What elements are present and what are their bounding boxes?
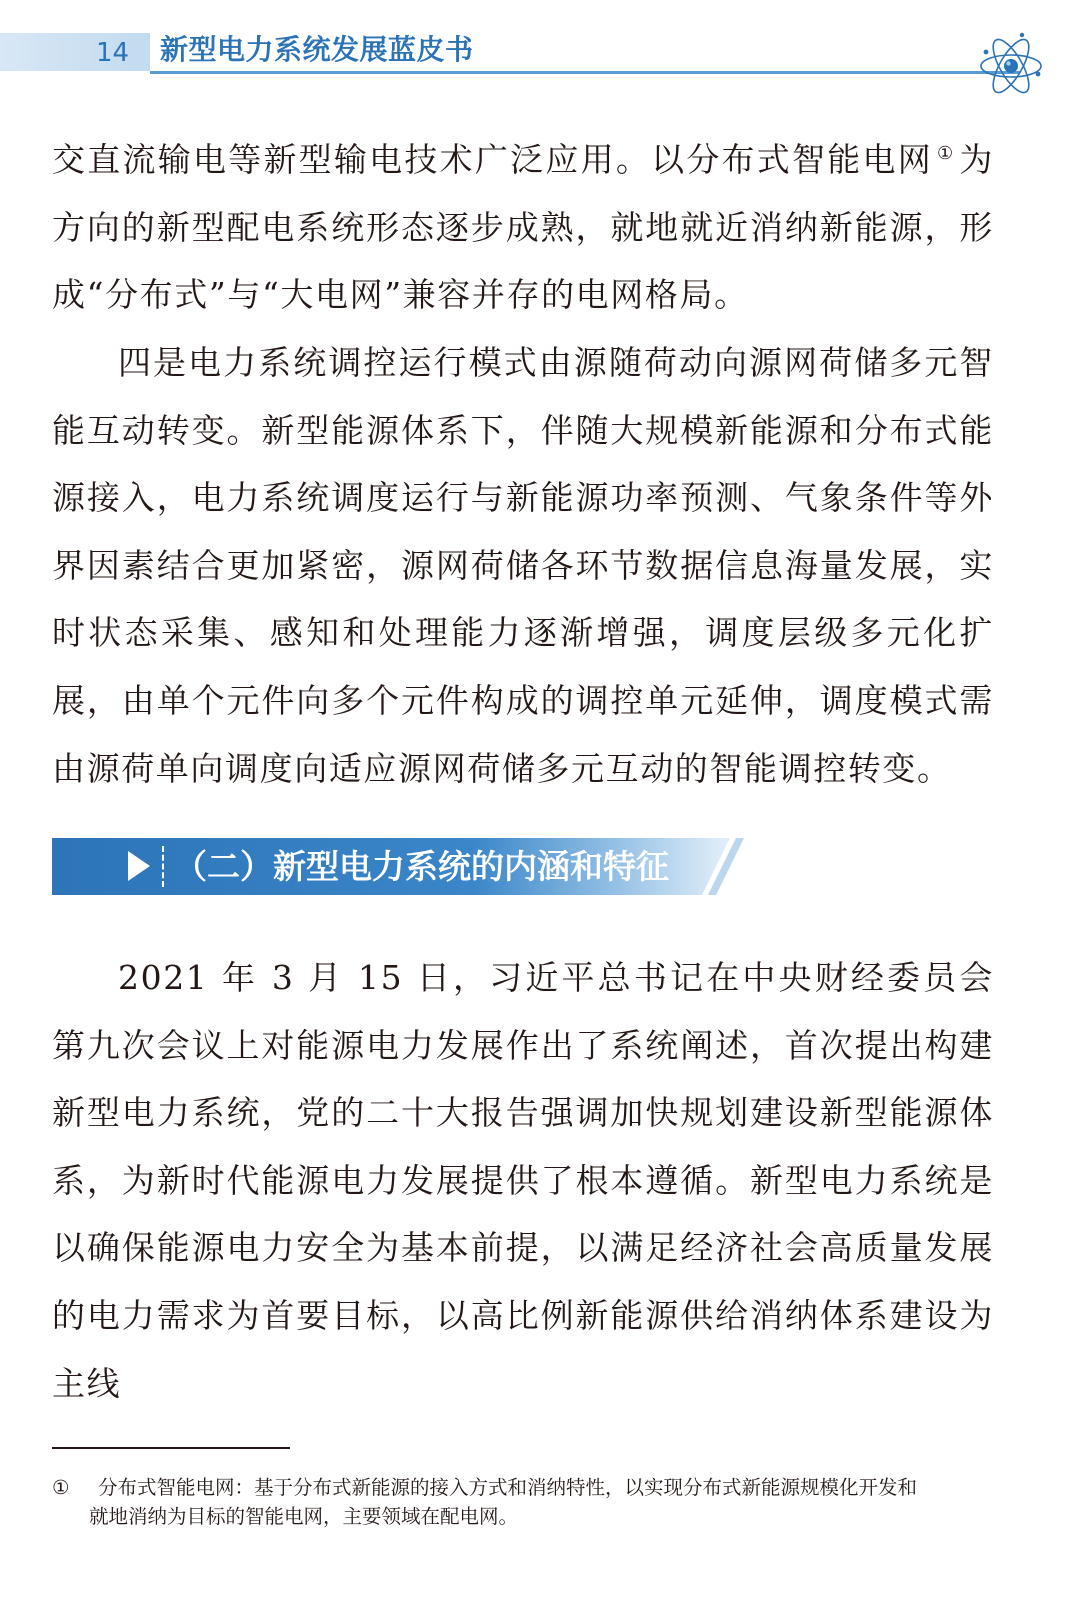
paragraph-1-text-b: 为方向的新型配电系统形态逐步成熟，就地就近消纳新能源，形成“分布式”与“大电网”兼容并存的电网格局。 bbox=[52, 140, 995, 315]
footnote-line-2: 就地消纳为目标的智能电网，主要领域在配电网。 bbox=[89, 1505, 519, 1528]
paragraph-1 bbox=[52, 126, 994, 329]
paragraph-1-text-a: 交直流输电等新型输电技术广泛应用。以分布式智能电网 bbox=[52, 140, 934, 179]
atom-icon bbox=[978, 28, 1044, 100]
play-arrow-icon bbox=[128, 851, 150, 881]
footnote-line-1: 分布式智能电网：基于分布式新能源的接入方式和消纳特性，以实现分布式新能源规模化开发和 bbox=[98, 1476, 918, 1499]
footnote-mark: ① bbox=[52, 1476, 70, 1499]
footnote-rule bbox=[52, 1447, 290, 1449]
section-heading-banner bbox=[52, 838, 752, 895]
header-rule bbox=[150, 71, 1020, 74]
footnote bbox=[52, 1473, 994, 1531]
page-number: 14 bbox=[96, 38, 130, 68]
paragraph-3: 2021 年 3 月 15 日，习近平总书记在中央财经委员会第九次会议上对能源电力发展作出了系统阐述，首次提出构建新型电力系统，党的二十大报告强调加快规划建设新型能源体系，为新时代能源电力发展提供了根本遵循。新型电力系统是以确保能源电力安全为基本前提，以满足经济社会高质量发展的电力需求为首要目标，以高比例新能源供给消纳体系建设为主线 bbox=[52, 958, 994, 1403]
paragraph-2: 四是电力系统调控运行模式由源随荷动向源网荷储多元智能互动转变。新型能源体系下，伴随大规模新能源和分布式能源接入，电力系统调度运行与新能源功率预测、气象条件等外界因素结合更加紧密，源网荷储各环节数据信息海量发展，实时状态采集、感知和处理能力逐渐增强，调度层级多元化扩展，由单个元件向多个元件构成的调控单元延伸，调度模式需由源荷单向调度向适应源网荷储多元互动的智能调控转变。 bbox=[52, 343, 994, 788]
footnote-reference[interactable]: ① bbox=[937, 143, 956, 164]
section-heading: （二）新型电力系统的内涵和特征 bbox=[174, 847, 669, 886]
banner-divider bbox=[162, 846, 164, 887]
book-title: 新型电力系统发展蓝皮书 bbox=[160, 33, 474, 66]
